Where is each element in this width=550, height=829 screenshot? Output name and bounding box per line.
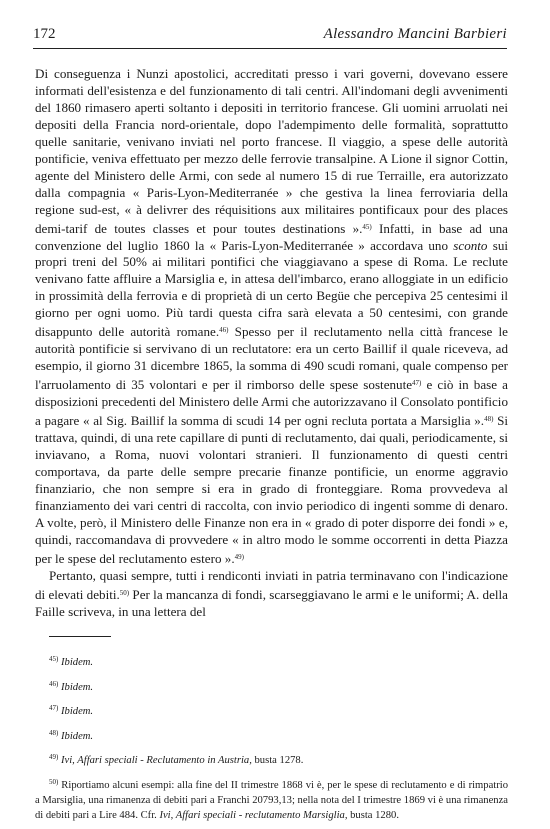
text-span: Spesso per il reclutamento nella città francese le autorità pontificie si servivano di un reclutatore: era un certo Baillif il quale riceveva, ad esempio, il giorno 31 dicembre 1865, la somma di 490 scudi romani, quale compenso per l'arruolamento di 35 volontari e per il rimborso delle spese sostenute [35, 324, 508, 393]
footnote-number: 45) [49, 655, 59, 663]
page-number: 172 [33, 26, 56, 42]
footnote-text: Ivi, Affari speciali - Reclutamento in Austria, [61, 755, 252, 766]
text-span: Per la mancanza di fondi, scarseggiavano le armi e le uniformi; A. della Faille scriveva, in una lettera del [35, 586, 508, 619]
footnote-text: Ibidem. [61, 657, 94, 668]
footnote-text-tail: busta 1280. [347, 809, 399, 821]
footnote-number: 48) [49, 728, 59, 737]
footnote-number: 46) [49, 679, 59, 688]
text-span: sui propri treni del 50% ai militari pontifici che viaggiavano a spese di Roma. Le reclute venivano fatte affluire a Marsiglia e, in attesa dell'imbarco, erano alloggiate in un edificio in prossimità della ferrovia e di proprietà di un certo Begüe che percepiva 25 centesimi il giorno per ogni uomo. Più tardi questa cifra sarà elevata a 50 centesimi, con grande disappunto delle autorità romane. [35, 237, 508, 340]
footnote-45 [35, 652, 508, 670]
footnote-text-tail: busta 1278. [251, 755, 304, 766]
footnote-text: Ibidem. [61, 706, 94, 717]
footnote-number: 50) [49, 777, 59, 786]
footnote-ref-50: 50) [119, 588, 130, 597]
running-header [33, 26, 507, 49]
footnote-text: Riportiamo alcuni esempi: alla fine del II trimestre 1868 vi è, per le spese di reclutamento e di rimpatrio a Marsiglia, una rimanenza di debiti pari a Franchi 20793,13; nella nota del I trimestre 1869 vi è una rimanenza di debiti pari a Lire 484. Cfr. [35, 779, 508, 821]
text-span: e ciò in base a disposizioni precedenti del Ministero delle Armi che autorizzavano il Consolato pontificio a pagare « al Sig. Baillif la somma di scudi 14 per ogni recluta portata a Marsiglia ». [35, 377, 508, 429]
footnote-text-italic: Ivi, Affari speciali - reclutamento Marsiglia, [159, 809, 348, 821]
footnote-48 [35, 726, 508, 744]
footnote-ref-47: 47) [412, 379, 422, 388]
text-span: Infatti, in base ad una convenzione del luglio 1860 la « Paris-Lyon-Mediterranée » accordava uno [35, 220, 508, 253]
main-text [35, 66, 508, 621]
footnote-49 [35, 750, 508, 768]
paragraph-2 [35, 568, 508, 621]
footnote-ref-48: 48) [484, 415, 494, 424]
running-title: Alessandro Mancini Barbieri [323, 26, 507, 42]
footnote-number: 47) [49, 704, 59, 712]
footnote-ref-45: 45) [362, 222, 372, 231]
footnote-text: Ibidem. [61, 730, 94, 742]
footnote-50 [35, 775, 508, 823]
footnote-47 [35, 701, 508, 719]
footnote-ref-46: 46) [219, 326, 229, 335]
footnote-ref-49: 49) [234, 552, 244, 561]
text-span-italic: sconto [453, 237, 488, 253]
footnote-divider [49, 636, 111, 637]
footnotes [35, 652, 508, 829]
paragraph-1 [35, 66, 508, 568]
footnote-text: Ibidem. [61, 681, 94, 693]
footnote-46 [35, 677, 508, 695]
text-span: Di conseguenza i Nunzi apostolici, accreditati presso i vari governi, dovevano essere informati dell'esistenza e del funzionamento di tali centri. All'indomani degli avvenimenti del 1860 rimasero aperti soltanto i depositi in territorio francese. Gli uomini arruolati nei depositi della Francia nord-orientale, dopo l'adempimento delle formalità, soprattutto quelle sanitarie, venivano inviati nel porto francese. Il viaggio, a spese delle autorità pontificie, veniva effettuato per mezzo delle ferrovie transalpine. A Lione il signor Cottin, agente del Ministero delle Armi, con sede al numero 15 di rue Terraille, era autorizzato dalla compagnia « Paris-Lyon-Mediterranée » che gestiva la linea ferroviaria della regione sud-est, « à delivrer des réquisitions aux militaires pontificaux pour des places demi-tarif de toutes classes et pour toutes destinations ». [35, 66, 508, 236]
text-span: Si trattava, quindi, di una rete capillare di punti di reclutamento, dai quali, periodicamente, si inviavano, a Roma, nuovi volontari stranieri. Il funzionamento di questi centri comportava, da parte delle sempre precarie finanze pontificie, un enorme aggravio finanziario, che non sempre si era in grado di fronteggiare. Roma provvedeva al finanziamento dei vari centri di raccolta, con invio periodico di ingenti somme di denaro. A volte, però, il Ministero delle Finanze non era in « grado di poter disporre dei fondi » e, quindi, raccomandava di provvedere « in altro modo le somme occorrenti in detta Piazza per le spese del reclutamento estero ». [35, 413, 509, 566]
text-span: Pertanto, quasi sempre, tutti i rendiconti inviati in patria terminavano con l'indicazione di elevati debiti. [35, 567, 508, 602]
footnote-number: 49) [49, 753, 59, 761]
